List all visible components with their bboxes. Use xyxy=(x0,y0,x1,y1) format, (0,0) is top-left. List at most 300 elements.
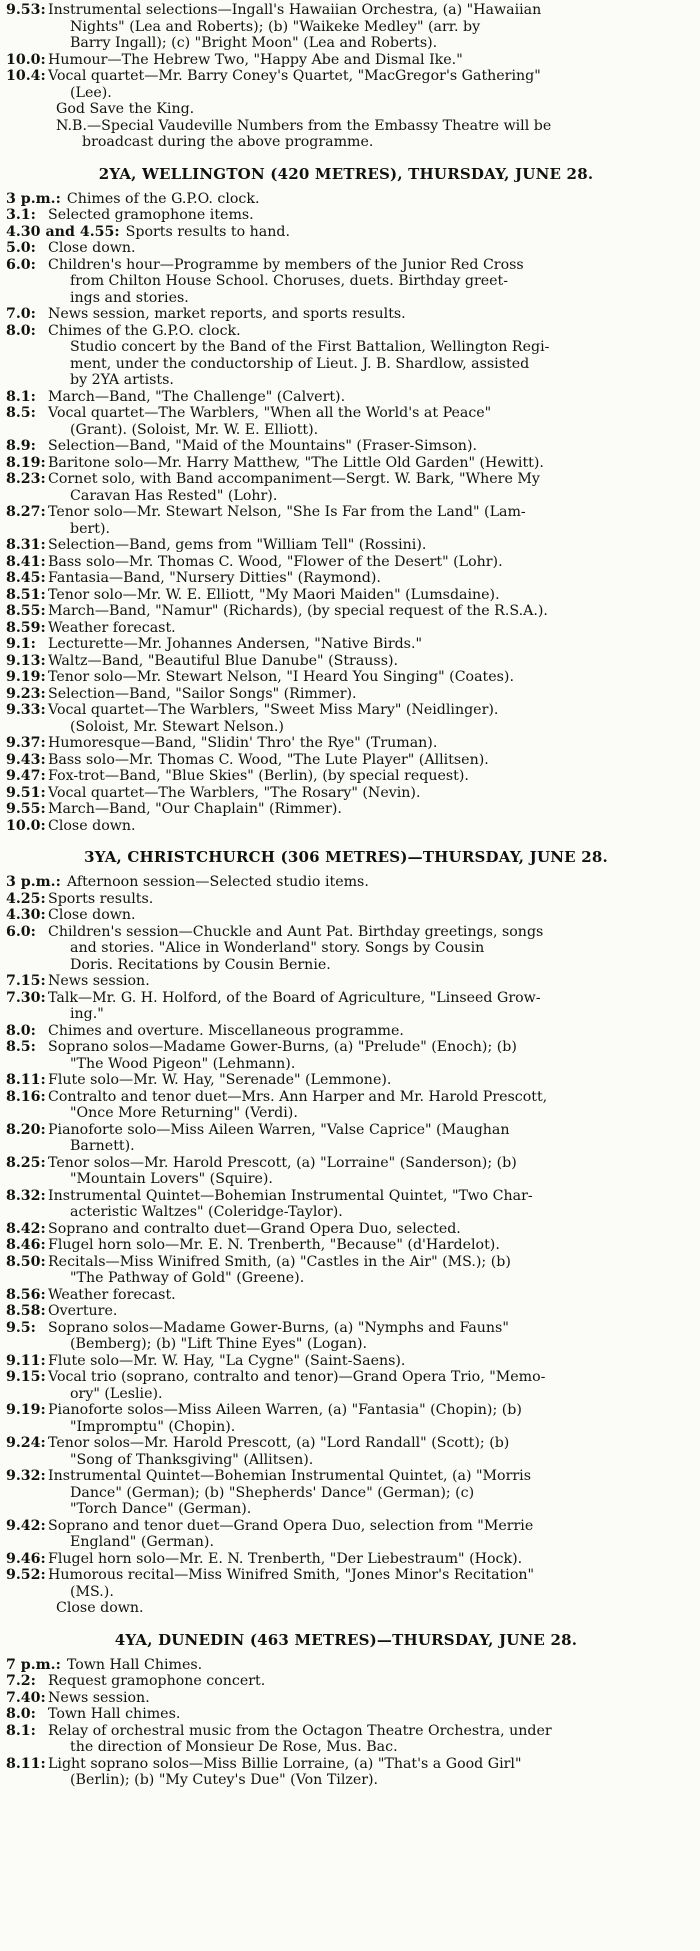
programme-entry xyxy=(6,240,686,257)
entry-line: Nights" (Lea and Roberts); (b) "Waikeke Medley" (arr. by xyxy=(70,18,481,35)
entry-description xyxy=(48,537,686,554)
entry-time: 9.52: xyxy=(6,1567,46,1583)
entry-description xyxy=(48,1089,686,1122)
entry-time: 9.23: xyxy=(6,685,46,702)
programme-entry xyxy=(6,554,686,571)
entry-line: ing." xyxy=(70,1006,104,1022)
programme-entry xyxy=(6,1369,686,1402)
entry-line: (Lee). xyxy=(70,84,112,101)
programme-entry xyxy=(6,389,686,406)
entry-time: 5.0: xyxy=(6,240,36,256)
entry-line: Overture. xyxy=(48,1303,118,1319)
programme-entry xyxy=(6,1551,686,1568)
entry-line: Selection—Band, "Sailor Songs" (Rimmer). xyxy=(48,685,357,702)
entry-description xyxy=(48,1072,686,1089)
entry-time: 8.32: xyxy=(6,1187,46,1204)
programme-entry xyxy=(6,1237,686,1254)
entry-line: (MS.). xyxy=(70,1583,114,1600)
entry-line: Recitals—Miss Winifred Smith, (a) "Castles in the Air" (MS.); (b) xyxy=(48,1253,511,1270)
entry-line: Fantasia—Band, "Nursery Ditties" (Raymond). xyxy=(48,570,381,586)
section-1ya-continuation xyxy=(6,2,686,101)
entry-line: Light soprano solos—Miss Billie Lorraine, (a) "That's a Good Girl" xyxy=(48,1755,522,1772)
entry-line: Instrumental Quintet—Bohemian Instrumental Quintet, "Two Char- xyxy=(48,1187,533,1204)
entry-description xyxy=(48,1023,686,1040)
entry-line: Chimes of the G.P.O. clock. xyxy=(48,322,241,339)
entry-line: Soprano solos—Madame Gower-Burns, (a) "Prelude" (Enoch); (b) xyxy=(48,1039,517,1055)
entry-line: (Soloist, Mr. Stewart Nelson.) xyxy=(70,718,284,735)
programme-entry xyxy=(6,973,686,990)
entry-line: "Impromptu" (Chopin). xyxy=(70,1418,236,1435)
entry-description xyxy=(67,1657,686,1674)
entry-description xyxy=(48,438,686,455)
entry-time: 9.13: xyxy=(6,652,46,669)
programme-entry xyxy=(6,504,686,537)
closing-line: N.B.—Special Vaudeville Numbers from the Embassy Theatre will be xyxy=(56,117,552,134)
entry-description xyxy=(48,2,686,52)
entry-time: 9.11: xyxy=(6,1352,46,1369)
entry-time: 9.15: xyxy=(6,1369,46,1385)
entry-line: Tenor solo—Mr. W. E. Elliott, "My Maori Maiden" (Lumsdaine). xyxy=(48,586,500,603)
entry-description xyxy=(48,504,686,537)
entry-description xyxy=(48,653,686,670)
entry-description xyxy=(48,570,686,587)
entry-line: Cornet solo, with Band accompaniment—Sergt. W. Bark, "Where My xyxy=(48,471,540,487)
entry-line: Sports results. xyxy=(48,890,154,907)
entry-line: Tenor solo—Mr. Stewart Nelson, "I Heard You Singing" (Coates). xyxy=(48,669,514,685)
entry-time: 9.53: xyxy=(6,2,46,18)
programme-entry xyxy=(6,1673,686,1690)
entry-line: Sports results to hand. xyxy=(125,223,290,240)
entry-line: Weather forecast. xyxy=(48,619,176,636)
entry-description xyxy=(48,973,686,990)
programme-entry xyxy=(6,306,686,323)
entry-line: England" (German). xyxy=(70,1534,214,1550)
entry-time: 4.30: xyxy=(6,907,46,923)
entry-time: 9.51: xyxy=(6,784,46,801)
entry-description xyxy=(48,1690,686,1707)
programme-entry xyxy=(6,1188,686,1221)
entry-time: 8.16: xyxy=(6,1088,46,1105)
entry-time: 8.25: xyxy=(6,1154,46,1171)
entry-line: Caravan Has Rested" (Lohr). xyxy=(70,487,278,504)
programme-entry xyxy=(6,768,686,785)
entry-line: March—Band, "Our Chaplain" (Rimmer). xyxy=(48,801,342,817)
entry-description xyxy=(48,1155,686,1188)
entry-description xyxy=(48,1303,686,1320)
entry-time: 9.19: xyxy=(6,1402,46,1418)
entry-description xyxy=(48,1435,686,1468)
entry-description xyxy=(48,1122,686,1155)
entry-line: Dance" (German); (b) "Shepherds' Dance" (German); (c) xyxy=(70,1484,475,1501)
entry-time: 8.0: xyxy=(6,322,36,339)
entry-line: Pianoforte solos—Miss Aileen Warren, (a) "Fantasia" (Chopin); (b) xyxy=(48,1402,522,1418)
entry-line: Flugel horn solo—Mr. E. N. Trenberth, "Because" (d'Hardelot). xyxy=(48,1237,500,1253)
entry-time: 8.20: xyxy=(6,1121,46,1138)
entry-description xyxy=(48,818,686,835)
entry-time: 8.55: xyxy=(6,603,46,619)
entry-line: News session. xyxy=(48,973,150,989)
entry-time: 9.5: xyxy=(6,1319,36,1336)
entry-time: 8.41: xyxy=(6,553,46,570)
programme-entry xyxy=(6,1089,686,1122)
entry-time: 10.0: xyxy=(6,817,46,834)
entry-line: by 2YA artists. xyxy=(70,372,174,388)
section-heading-4ya: 4YA, DUNEDIN (463 METRES)—THURSDAY, JUNE 28. xyxy=(114,1630,578,1649)
entry-description xyxy=(48,891,686,908)
programme-entry xyxy=(6,907,686,924)
entry-description xyxy=(48,1551,686,1568)
entry-line: Vocal quartet—Mr. Barry Coney's Quartet, "MacGregor's Gathering" xyxy=(48,68,541,84)
entry-time: 9.37: xyxy=(6,735,46,751)
programme-entry xyxy=(6,636,686,653)
entry-time: 7.30: xyxy=(6,989,46,1006)
entry-time: 10.4: xyxy=(6,68,46,84)
entry-description xyxy=(48,323,686,389)
programme-entry xyxy=(6,1690,686,1707)
programme-entry xyxy=(6,68,686,101)
programme-entry xyxy=(6,924,686,974)
entry-line: Soprano and tenor duet—Grand Opera Duo, selection from "Merrie xyxy=(48,1517,534,1534)
section-2ya-wellington xyxy=(6,191,686,835)
programme-entry xyxy=(6,735,686,752)
entry-line: "The Wood Pigeon" (Lehmann). xyxy=(70,1055,296,1072)
programme-entry xyxy=(6,224,686,241)
entry-line: Vocal trio (soprano, contralto and tenor)—Grand Opera Trio, "Memo- xyxy=(48,1369,546,1385)
programme-entry xyxy=(6,785,686,802)
entry-time: 8.27: xyxy=(6,504,46,520)
entry-line: Request gramophone concert. xyxy=(48,1673,266,1689)
entry-line: Humorous recital—Miss Winifred Smith, "Jones Minor's Recitation" xyxy=(48,1567,535,1583)
entry-line: Vocal quartet—The Warblers, "Sweet Miss Mary" (Neidlinger). xyxy=(48,702,499,718)
entry-time: 7 p.m.: xyxy=(6,1656,61,1673)
closing-line: broadcast during the above programme. xyxy=(82,134,374,150)
entry-line: bert). xyxy=(70,520,111,537)
entry-time: 7.40: xyxy=(6,1689,46,1706)
entry-line: March—Band, "The Challenge" (Calvert). xyxy=(48,388,346,405)
section-heading-2ya: 2YA, WELLINGTON (420 METRES), THURSDAY, JUNE 28. xyxy=(98,164,594,183)
entry-line: acteristic Waltzes" (Coleridge-Taylor). xyxy=(70,1204,343,1220)
entry-line: Chimes of the G.P.O. clock. xyxy=(66,190,260,207)
entry-time: 8.11: xyxy=(6,1072,46,1088)
entry-line: (Berlin); (b) "My Cutey's Due" (Von Tilzer). xyxy=(70,1772,379,1788)
entry-line: March—Band, "Namur" (Richards), (by special request of the R.S.A.). xyxy=(48,603,548,619)
entry-line: Close down. xyxy=(48,907,136,923)
programme-entry xyxy=(6,603,686,620)
programme-entry xyxy=(6,1072,686,1089)
entry-description xyxy=(48,1402,686,1435)
programme-entry xyxy=(6,1353,686,1370)
programme-entry xyxy=(6,1287,686,1304)
entry-description xyxy=(48,306,686,323)
entry-time: 8.5: xyxy=(6,1039,36,1055)
entry-time: 9.42: xyxy=(6,1517,46,1534)
entry-time: 8.56: xyxy=(6,1286,46,1303)
entry-line: Contralto and tenor duet—Mrs. Ann Harper and Mr. Harold Prescott, xyxy=(48,1088,548,1105)
entry-description xyxy=(48,1723,686,1756)
programme-entry xyxy=(6,1303,686,1320)
entry-time: 7.2: xyxy=(6,1673,36,1689)
entry-line: Flute solo—Mr. W. Hay, "La Cygne" (Saint-Saens). xyxy=(48,1352,406,1369)
entry-line: Lecturette—Mr. Johannes Andersen, "Native Birds." xyxy=(48,636,422,652)
programme-entry xyxy=(6,1468,686,1518)
entry-time: 8.42: xyxy=(6,1220,46,1237)
programme-entry xyxy=(6,702,686,735)
entry-time: 9.33: xyxy=(6,702,46,718)
entry-line: Instrumental Quintet—Bohemian Instrumental Quintet, (a) "Morris xyxy=(48,1468,531,1484)
entry-line: ment, under the conductorship of Lieut. J. B. Shardlow, assisted xyxy=(70,355,530,372)
entry-description xyxy=(48,801,686,818)
entry-line: Baritone solo—Mr. Harry Matthew, "The Little Old Garden" (Hewitt). xyxy=(48,454,544,471)
entry-time: 8.58: xyxy=(6,1303,46,1319)
programme-entry xyxy=(6,891,686,908)
entry-line: Barnett). xyxy=(70,1138,135,1154)
entry-description xyxy=(67,874,686,891)
entry-line: News session. xyxy=(48,1689,150,1706)
programme-entry xyxy=(6,52,686,69)
programme-entry xyxy=(6,874,686,891)
entry-line: Humoresque—Band, "Slidin' Thro' the Rye" (Truman). xyxy=(48,735,438,751)
programme-entry xyxy=(6,1122,686,1155)
entry-description xyxy=(48,240,686,257)
entry-time: 8.23: xyxy=(6,471,46,487)
entry-description xyxy=(48,702,686,735)
programme-entry xyxy=(6,1756,686,1789)
entry-description xyxy=(48,1369,686,1402)
entry-description xyxy=(48,587,686,604)
entry-time: 8.46: xyxy=(6,1237,46,1253)
entry-time: 9.1: xyxy=(6,636,36,652)
entry-time: 3 p.m.: xyxy=(6,190,61,207)
entry-description xyxy=(48,1188,686,1221)
entry-description xyxy=(48,52,686,69)
entry-line: Town Hall chimes. xyxy=(48,1706,181,1722)
section-heading-3ya: 3YA, CHRISTCHURCH (306 METRES)—THURSDAY, JUNE 28. xyxy=(84,848,608,866)
entry-line: Flugel horn solo—Mr. E. N. Trenberth, "Der Liebestraum" (Hock). xyxy=(48,1550,523,1567)
entry-time: 6.0: xyxy=(6,923,36,940)
entry-description xyxy=(48,768,686,785)
entry-description xyxy=(48,1468,686,1518)
entry-line: Selection—Band, "Maid of the Mountains" (Fraser-Simson). xyxy=(48,438,477,454)
entry-line: Vocal quartet—The Warblers, "When all the World's at Peace" xyxy=(48,405,492,421)
programme-entry xyxy=(6,686,686,703)
entry-time: 8.31: xyxy=(6,537,46,553)
entry-line: Afternoon session—Selected studio items. xyxy=(66,874,369,890)
entry-line: "Mountain Lovers" (Squire). xyxy=(70,1171,273,1187)
programme-entry xyxy=(6,801,686,818)
entry-line: Close down. xyxy=(48,817,136,834)
entry-line: Children's session—Chuckle and Aunt Pat. Birthday greetings, songs xyxy=(48,923,544,940)
programme-entry xyxy=(6,1567,686,1600)
entry-time: 9.55: xyxy=(6,801,46,817)
entry-time: 3.1: xyxy=(6,207,36,223)
section-4ya-dunedin xyxy=(6,1657,686,1789)
entry-line: Children's hour—Programme by members of the Junior Red Cross xyxy=(48,256,524,273)
entry-line: the direction of Monsieur De Rose, Mus. Bac. xyxy=(70,1739,398,1755)
entry-line: Bass solo—Mr. Thomas C. Wood, "Flower of the Desert" (Lohr). xyxy=(48,553,503,570)
entry-description xyxy=(48,257,686,307)
entry-line: and stories. "Alice in Wonderland" story. Songs by Cousin xyxy=(70,940,485,956)
entry-description xyxy=(48,636,686,653)
programme-entry xyxy=(6,1706,686,1723)
entry-line: "Torch Dance" (German). xyxy=(70,1501,252,1517)
entry-line: "Once More Returning" (Verdi). xyxy=(70,1105,298,1121)
programme-entry xyxy=(6,752,686,769)
programme-entry xyxy=(6,1023,686,1040)
entry-description xyxy=(48,1039,686,1072)
entry-line: Waltz—Band, "Beautiful Blue Danube" (Strauss). xyxy=(48,652,399,669)
entry-description xyxy=(48,924,686,974)
entry-line: "The Pathway of Gold" (Greene). xyxy=(70,1270,305,1286)
entry-line: ory" (Leslie). xyxy=(70,1385,163,1402)
closing-line: God Save the King. xyxy=(56,101,195,117)
programme-entry xyxy=(6,471,686,504)
programme-entry xyxy=(6,1320,686,1353)
entry-line: Studio concert by the Band of the First Battalion, Wellington Regi- xyxy=(70,339,550,355)
entry-line: Selected gramophone items. xyxy=(48,207,254,223)
entry-line: Weather forecast. xyxy=(48,1286,176,1303)
entry-line: Flute solo—Mr. W. Hay, "Serenade" (Lemmone). xyxy=(48,1072,392,1088)
programme-entry xyxy=(6,990,686,1023)
entry-time: 8.0: xyxy=(6,1706,36,1722)
entry-time: 8.50: xyxy=(6,1253,46,1270)
entry-description xyxy=(48,1287,686,1304)
entry-line: Tenor solo—Mr. Stewart Nelson, "She Is Far from the Land" (Lam- xyxy=(48,504,526,520)
entry-line: Humour—The Hebrew Two, "Happy Abe and Dismal Ike." xyxy=(48,51,463,68)
programme-entry xyxy=(6,323,686,389)
entry-description xyxy=(48,1518,686,1551)
entry-time: 8.45: xyxy=(6,570,46,586)
programme-entry xyxy=(6,587,686,604)
entry-line: (Grant). (Soloist, Mr. W. E. Elliott). xyxy=(70,421,319,438)
entry-line: Instrumental selections—Ingall's Hawaiian Orchestra, (a) "Hawaiian xyxy=(48,2,542,18)
entry-description xyxy=(48,1221,686,1238)
entry-time: 9.43: xyxy=(6,751,46,768)
entry-line: Fox-trot—Band, "Blue Skies" (Berlin), (by special request). xyxy=(48,768,469,784)
entry-description xyxy=(48,68,686,101)
entry-time: 9.19: xyxy=(6,669,46,685)
entry-line: News session, market reports, and sports results. xyxy=(48,306,406,322)
entry-description xyxy=(48,1353,686,1370)
entry-line: from Chilton House School. Choruses, duets. Birthday greet- xyxy=(70,273,509,289)
entry-description xyxy=(48,455,686,472)
entry-time: 8.5: xyxy=(6,405,36,421)
entry-description xyxy=(48,1320,686,1353)
entry-time: 7.0: xyxy=(6,306,36,322)
entry-time: 3 p.m.: xyxy=(6,874,61,890)
entry-description xyxy=(48,669,686,686)
programme-entry xyxy=(6,191,686,208)
entry-line: Selection—Band, gems from "William Tell" (Rossini). xyxy=(48,537,427,553)
programme-entry xyxy=(6,207,686,224)
entry-time: 8.1: xyxy=(6,388,36,405)
entry-time: 8.0: xyxy=(6,1022,36,1039)
entry-time: 9.46: xyxy=(6,1550,46,1567)
entry-time: 9.32: xyxy=(6,1468,46,1484)
entry-description xyxy=(126,224,686,241)
entry-line: Tenor solos—Mr. Harold Prescott, (a) "Lord Randall" (Scott); (b) xyxy=(48,1435,510,1451)
entry-description xyxy=(48,389,686,406)
entry-line: Pianoforte solo—Miss Aileen Warren, "Valse Caprice" (Maughan xyxy=(48,1121,510,1138)
entry-time: 4.25: xyxy=(6,890,46,907)
entry-line: Bass solo—Mr. Thomas C. Wood, "The Lute Player" (Allitsen). xyxy=(48,751,489,768)
programme-entry xyxy=(6,257,686,307)
entry-description xyxy=(48,735,686,752)
programme-entry xyxy=(6,1723,686,1756)
entry-description xyxy=(48,1673,686,1690)
programme-entry xyxy=(6,1221,686,1238)
entry-time: 8.11: xyxy=(6,1755,46,1772)
entry-description xyxy=(48,1706,686,1723)
entry-description xyxy=(48,405,686,438)
programme-entry xyxy=(6,455,686,472)
programme-entry xyxy=(6,1039,686,1072)
section-1ya-closing xyxy=(6,101,686,151)
entry-description xyxy=(48,603,686,620)
programme-entry xyxy=(6,818,686,835)
programme-entry xyxy=(6,653,686,670)
entry-line: Talk—Mr. G. H. Holford, of the Board of Agriculture, "Linseed Grow- xyxy=(48,989,541,1006)
entry-description xyxy=(48,1237,686,1254)
entry-description xyxy=(48,1254,686,1287)
entry-time: 10.0: xyxy=(6,51,46,68)
entry-description xyxy=(67,191,686,208)
entry-time: 6.0: xyxy=(6,256,36,273)
entry-description xyxy=(48,207,686,224)
entry-line: Vocal quartet—The Warblers, "The Rosary" (Nevin). xyxy=(48,784,421,801)
entry-description xyxy=(48,620,686,637)
programme-entry xyxy=(6,1402,686,1435)
entry-description xyxy=(48,686,686,703)
entry-time: 8.19: xyxy=(6,454,46,471)
programme-entry xyxy=(6,405,686,438)
entry-description xyxy=(48,471,686,504)
entry-time: 8.9: xyxy=(6,438,36,454)
entry-line: Tenor solos—Mr. Harold Prescott, (a) "Lorraine" (Sanderson); (b) xyxy=(48,1154,517,1171)
entry-line: Chimes and overture. Miscellaneous programme. xyxy=(48,1022,404,1039)
entry-time: 9.24: xyxy=(6,1435,46,1451)
entry-time: 8.1: xyxy=(6,1722,36,1739)
programme-entry xyxy=(6,570,686,587)
entry-line: Doris. Recitations by Cousin Bernie. xyxy=(70,956,331,973)
entry-description xyxy=(48,990,686,1023)
programme-entry xyxy=(6,620,686,637)
entry-description xyxy=(48,1567,686,1600)
entry-description xyxy=(48,907,686,924)
section-3ya-christchurch xyxy=(6,874,686,1600)
entry-time: 9.47: xyxy=(6,768,46,784)
entry-line: Close down. xyxy=(48,240,136,256)
entry-description xyxy=(48,752,686,769)
programme-entry xyxy=(6,537,686,554)
entry-line: Barry Ingall); (c) "Bright Moon" (Lea and Roberts). xyxy=(70,35,438,51)
programme-entry xyxy=(6,2,686,52)
entry-line: Relay of orchestral music from the Octagon Theatre Orchestra, under xyxy=(48,1722,552,1739)
programme-entry xyxy=(6,669,686,686)
entry-line: Soprano solos—Madame Gower-Burns, (a) "Nymphs and Fauns" xyxy=(48,1319,509,1336)
entry-description xyxy=(48,554,686,571)
entry-time: 8.59: xyxy=(6,619,46,636)
section-3ya-closing: Close down. xyxy=(56,1600,144,1616)
entry-line: ings and stories. xyxy=(70,289,189,306)
entry-line: "Song of Thanksgiving" (Allitsen). xyxy=(70,1451,314,1468)
entry-time: 7.15: xyxy=(6,973,46,989)
entry-line: (Bemberg); (b) "Lift Thine Eyes" (Logan). xyxy=(70,1336,368,1352)
programme-entry xyxy=(6,1254,686,1287)
programme-entry xyxy=(6,1657,686,1674)
programme-entry xyxy=(6,1435,686,1468)
programme-entry xyxy=(6,1518,686,1551)
entry-time: 8.51: xyxy=(6,586,46,603)
